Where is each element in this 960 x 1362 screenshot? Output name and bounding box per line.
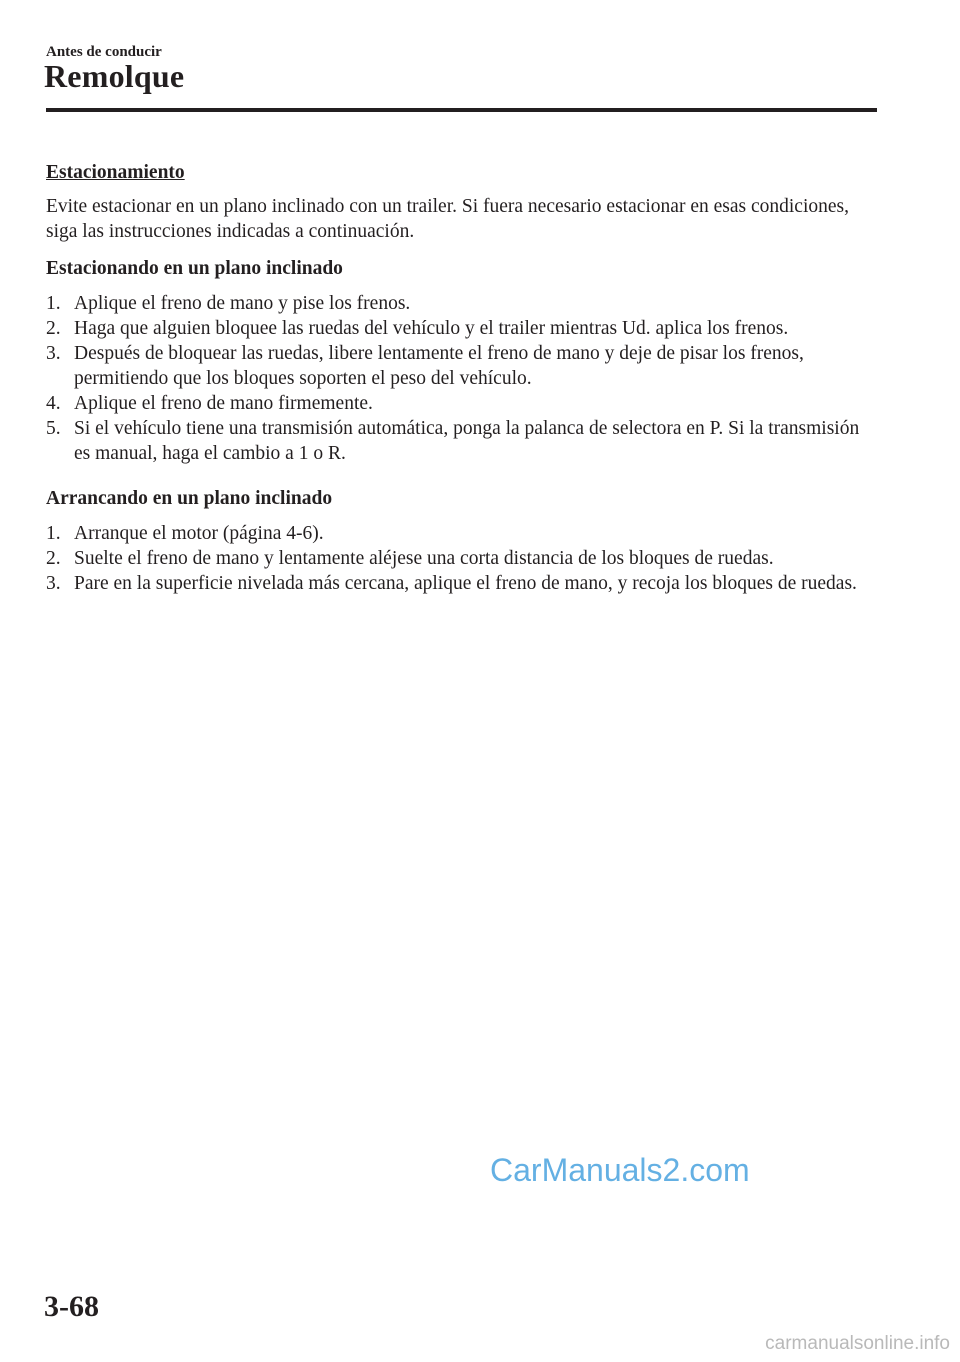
starting-steps bbox=[46, 521, 878, 596]
section-intro: Evite estacionar en un plano inclinado con un trailer. Si fuera necesario estacionar en esas condiciones, siga las instrucciones indicadas a continuación. bbox=[46, 196, 849, 242]
step-number: 2. bbox=[46, 318, 61, 339]
step-text: Después de bloquear las ruedas, libere lentamente el freno de mano y deje de pisar los frenos, permitiendo que los bloques soporten el peso del vehículo. bbox=[74, 343, 804, 389]
watermark-logo: CarManuals2.com bbox=[490, 1152, 750, 1188]
step-text: Aplique el freno de mano y pise los frenos. bbox=[74, 293, 411, 314]
list-item bbox=[46, 521, 878, 546]
list-item bbox=[46, 291, 878, 316]
parking-heading: Estacionando en un plano inclinado bbox=[46, 258, 343, 279]
list-item bbox=[46, 546, 878, 571]
list-item bbox=[46, 416, 878, 466]
step-text: Aplique el freno de mano firmemente. bbox=[74, 393, 373, 414]
footer-site-link[interactable]: carmanualsonline.info bbox=[765, 1333, 950, 1354]
list-item bbox=[46, 316, 878, 341]
parking-steps bbox=[46, 291, 878, 466]
step-number: 5. bbox=[46, 418, 61, 439]
list-item bbox=[46, 391, 878, 416]
breadcrumb: Antes de conducir bbox=[46, 44, 162, 60]
title-rule bbox=[46, 108, 877, 112]
step-number: 1. bbox=[46, 293, 61, 314]
step-number: 2. bbox=[46, 548, 61, 569]
section-heading: Estacionamiento bbox=[46, 162, 185, 183]
step-number: 3. bbox=[46, 573, 61, 594]
step-text: Arranque el motor (página 4-6). bbox=[74, 523, 324, 544]
spacer bbox=[46, 466, 878, 486]
step-number: 1. bbox=[46, 523, 61, 544]
step-text: Si el vehículo tiene una transmisión automática, ponga la palanca de selectora en P. Si la transmisión es manual, haga el cambio a 1 o R. bbox=[74, 418, 860, 464]
page-title: Remolque bbox=[44, 58, 185, 94]
step-text: Suelte el freno de mano y lentamente aléjese una corta distancia de los bloques de ruedas. bbox=[74, 548, 774, 569]
page-number: 3-68 bbox=[44, 1290, 99, 1323]
step-number: 4. bbox=[46, 393, 61, 414]
list-item bbox=[46, 341, 878, 391]
step-text: Haga que alguien bloquee las ruedas del vehículo y el trailer mientras Ud. aplica los frenos. bbox=[74, 318, 789, 339]
main-content bbox=[46, 160, 878, 596]
step-number: 3. bbox=[46, 343, 61, 364]
starting-heading: Arrancando en un plano inclinado bbox=[46, 488, 333, 509]
list-item bbox=[46, 571, 878, 596]
step-text: Pare en la superficie nivelada más cercana, aplique el freno de mano, y recoja los bloques de ruedas. bbox=[74, 573, 857, 594]
